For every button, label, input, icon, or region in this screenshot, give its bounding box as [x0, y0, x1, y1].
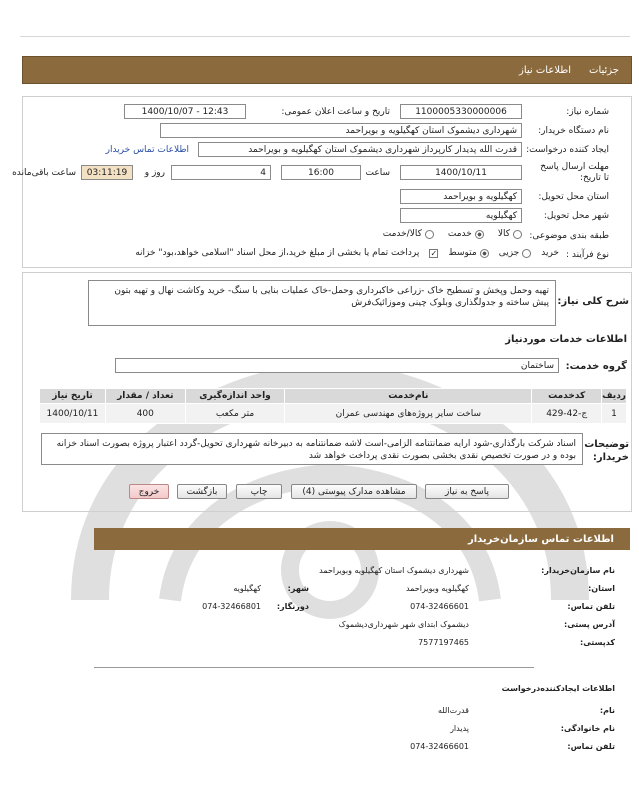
creator-title: اطلاعات ایجادکننده‌درخواست [501, 684, 615, 693]
province-field: کهگیلویه و بویراحمد [400, 189, 522, 204]
creator-first-name-label: نام: [599, 706, 615, 715]
summary-text: تهیه وحمل وپخش و تسطیح خاک -زراعی خاکبرداری وحمل-خاک عملیات بنایی با سنگ- خرید وکاشت نهال و تهیه بتون پیش ساخته و جدولگذاری وبلوک چینی وموزائیک‌فرش [88, 280, 556, 326]
radio-goods-service-label: کالا/خدمت [382, 229, 422, 239]
radio-service[interactable] [475, 230, 484, 239]
contact-postal-label: کدپستی: [580, 638, 615, 647]
process-purchase-label: خرید [541, 248, 559, 258]
service-group-label: گروه خدمت: [565, 361, 627, 372]
buyer-contact-link[interactable]: اطلاعات تماس خریدار [105, 145, 189, 155]
attachments-button[interactable]: مشاهده مدارک پیوستی (4) [291, 484, 417, 499]
province-label: استان محل تحویل: [538, 192, 609, 202]
org-name-label: نام سازمان‌خریدار: [541, 566, 615, 575]
nav-header [22, 56, 632, 84]
creator-phone-label: تلفن تماس: [567, 742, 615, 751]
buyer-notes-text: اسناد شرکت بارگذاری-شود ارایه ضمانتنامه الزامی-است لاشه ضمانتنامه به دبیرخانه شهرداری تحویل-گردد اعتبار پروژه بصورت اسناد خزانه بوده و در صورت تخصیص نقدی بخشی بصورت نقدی پرداخت خواهد شد [41, 433, 583, 465]
services-title: اطلاعات خدمات موردنیاز [505, 334, 627, 345]
cell-code: ج-42-429 [532, 404, 602, 424]
treasury-checkbox[interactable]: ✓ [430, 248, 438, 258]
cell-row: 1 [602, 404, 627, 424]
buyer-org-field: شهرداری دیشموک استان کهگیلویه و بویراحمد [160, 123, 522, 138]
contact-address-label: آدرس پستی: [564, 620, 615, 629]
remaining-label: ساعت باقی‌مانده [12, 168, 76, 178]
services-table [39, 388, 627, 424]
city-field: کهگیلویه [400, 208, 522, 223]
services-table-wrap [39, 388, 627, 424]
days-field: 4 [171, 165, 271, 180]
contact-city-label: شهر: [287, 584, 309, 593]
contact-header: اطلاعات تماس سازمان‌خریدار [94, 528, 630, 550]
nav-need-info[interactable]: اطلاعات نیاز [519, 64, 572, 76]
radio-goods[interactable] [513, 230, 522, 239]
cell-date: 1400/10/11 [40, 404, 106, 424]
remaining-time-field: 03:11:19 [81, 165, 133, 180]
reply-button[interactable]: پاسخ به نیاز [425, 484, 509, 499]
back-button[interactable]: بازگشت [177, 484, 227, 499]
buyer-notes-label: توضیحات خریدار: [584, 439, 629, 463]
radio-medium-label: متوسط [448, 248, 477, 258]
summary-label: شرح کلی نیاز: [557, 296, 629, 307]
contact-province-value: کهگیلویه وبویراحمد [405, 584, 469, 593]
col-date: تاریخ نیاز [40, 389, 106, 404]
process-radio-group [135, 248, 559, 258]
need-number-label: شماره نیاز: [566, 107, 609, 117]
cell-unit: متر مکعب [185, 404, 285, 424]
radio-goods-service[interactable] [425, 230, 434, 239]
creator-last-name-value: پدیدار [450, 724, 469, 733]
creator-first-name-value: قدرت‌الله [437, 706, 469, 715]
requester-label: ایجاد کننده درخواست: [526, 145, 609, 155]
contact-city-value: کهگیلویه [233, 584, 261, 593]
announce-date-field: 1400/10/07 - 12:43 [124, 104, 246, 119]
deadline-label: مهلت ارسال پاسخ تا تاریخ: [540, 162, 609, 183]
deadline-date-field: 1400/10/11 [400, 165, 522, 180]
contact-province-label: استان: [588, 584, 615, 593]
col-unit: واحد اندازه‌گیری [185, 389, 285, 404]
process-label: نوع فرآیند : [566, 250, 609, 260]
creator-phone-value: 074-32466601 [410, 742, 469, 751]
contact-postal-value: 7577197465 [418, 638, 469, 647]
contact-phone-value: 074-32466601 [410, 602, 469, 611]
city-label: شهر محل تحویل: [543, 211, 609, 221]
col-name: نام‌خدمت [285, 389, 532, 404]
deadline-time-field: 16:00 [281, 165, 361, 180]
col-qty: تعداد / مقدار [105, 389, 185, 404]
contact-divider [94, 667, 534, 668]
buyer-org-label: نام دستگاه خریدار: [538, 126, 609, 136]
radio-service-label: خدمت [447, 229, 472, 239]
cell-name: ساخت سایر پروژه‌های مهندسی عمران [285, 404, 532, 424]
radio-medium[interactable] [480, 249, 489, 258]
service-group-field: ساختمان [115, 358, 559, 373]
requester-field: قدرت الله پدیدار کارپرداز شهرداری دیشموک استان کهگیلویه و بویراحمد [198, 142, 522, 157]
need-number-field: 1100005330000006 [400, 104, 522, 119]
payment-note: پرداخت تمام یا بخشی از مبلغ خرید،از محل اسناد "اسلامی خواهد،بود" خزانه [135, 248, 420, 258]
announce-label: تاریخ و ساعت اعلان عمومی: [281, 107, 390, 117]
days-label: روز و [144, 168, 165, 178]
contact-phone-label: تلفن تماس: [567, 602, 615, 611]
exit-button[interactable]: خروج [129, 484, 169, 499]
col-row: ردیف [602, 389, 627, 404]
creator-last-name-label: نام خانوادگی: [560, 724, 615, 733]
contact-address-value: دیشموک ابتدای شهر شهرداری‌دیشموک [338, 620, 469, 629]
cell-qty: 400 [105, 404, 185, 424]
category-radio-group [383, 229, 522, 239]
radio-minor[interactable] [522, 249, 531, 258]
nav-details[interactable]: جزئیات [589, 64, 619, 76]
table-row [40, 404, 627, 424]
table-header-row [40, 389, 627, 404]
col-code: کدخدمت [532, 389, 602, 404]
contact-fax-value: 074-32466801 [202, 602, 261, 611]
contact-fax-label: دورنگار: [276, 602, 309, 611]
radio-goods-label: کالا [497, 229, 510, 239]
print-button[interactable]: چاپ [236, 484, 282, 499]
deadline-time-label: ساعت [365, 168, 390, 178]
top-divider [20, 36, 630, 37]
category-label: طبقه بندی موضوعی: [529, 231, 609, 241]
radio-minor-label: جزیی [498, 248, 520, 258]
org-name-value: شهرداری دیشموک استان کهگیلویه وبویراحمد [319, 566, 469, 575]
